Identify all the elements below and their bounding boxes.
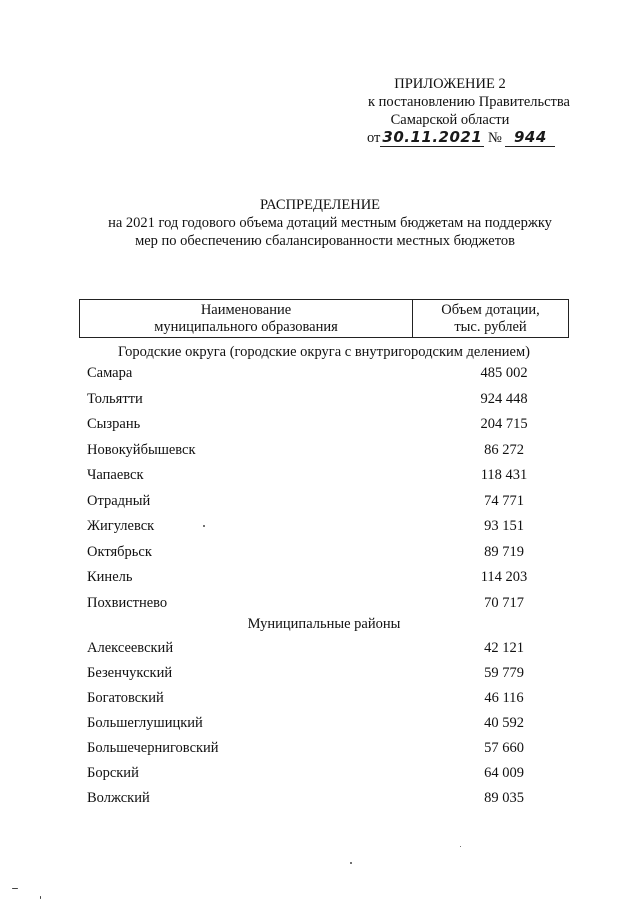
table-row bbox=[87, 389, 557, 409]
municipality-name: Жигулевск bbox=[87, 518, 155, 534]
municipality-name: Алексеевский bbox=[87, 640, 174, 656]
document-subtitle-line1: на 2021 год годового объема дотаций местным бюджетам на поддержку bbox=[108, 215, 552, 231]
subsidy-amount: 204 715 bbox=[480, 416, 528, 432]
municipality-name: Новокуйбышевск bbox=[87, 441, 196, 458]
annex-region-line: Самарской области bbox=[390, 112, 510, 128]
table-row bbox=[87, 440, 557, 460]
column-header-amount-line1: Объем дотации, bbox=[441, 302, 540, 318]
municipality-name: Большечерниговский bbox=[87, 740, 219, 756]
subsidy-amount: 42 121 bbox=[484, 640, 524, 656]
subsidy-amount: 46 116 bbox=[484, 690, 524, 706]
subsidy-amount: 57 660 bbox=[484, 740, 524, 756]
subsidy-amount: 924 448 bbox=[480, 390, 528, 407]
table-row bbox=[87, 738, 557, 758]
date-prefix: от bbox=[367, 130, 381, 146]
handwritten-number: 944 bbox=[505, 129, 555, 147]
section-heading-city-districts: Городские округа (городские округа с внутригородским делением) bbox=[118, 344, 530, 360]
municipality-name: Самара bbox=[87, 365, 133, 381]
municipality-name: Отрадный bbox=[87, 492, 151, 509]
table-row bbox=[87, 567, 557, 587]
document-title: РАСПРЕДЕЛЕНИЕ bbox=[259, 197, 381, 213]
subsidy-amount: 59 779 bbox=[484, 665, 524, 681]
annex-date-number-line bbox=[367, 129, 555, 148]
table-row bbox=[87, 414, 557, 434]
scan-speck bbox=[460, 846, 461, 847]
section-heading-municipal-districts: Муниципальные районы bbox=[247, 616, 401, 632]
scan-speck bbox=[40, 896, 41, 899]
annex-resolution-line: к постановлению Правительства bbox=[368, 94, 570, 110]
table-header bbox=[79, 299, 569, 338]
column-header-name-line1: Наименование bbox=[200, 302, 292, 318]
table-row bbox=[87, 663, 557, 683]
column-header-amount-line2: тыс. рублей bbox=[454, 319, 527, 335]
municipality-name: Волжский bbox=[87, 790, 150, 806]
subsidy-amount: 70 717 bbox=[484, 594, 524, 611]
municipality-name: Сызрань bbox=[87, 416, 141, 432]
table-row bbox=[87, 763, 557, 783]
municipality-name: Октябрьск bbox=[87, 543, 152, 560]
table-row bbox=[87, 465, 557, 485]
subsidy-amount: 114 203 bbox=[480, 569, 528, 585]
municipality-name: Чапаевск bbox=[87, 467, 144, 483]
table-row bbox=[87, 542, 557, 562]
table-row bbox=[87, 363, 557, 383]
table-row bbox=[87, 593, 557, 613]
municipality-name: Большеглушицкий bbox=[87, 715, 203, 731]
subsidy-amount: 485 002 bbox=[480, 365, 528, 381]
scan-speck bbox=[12, 888, 18, 889]
subsidy-amount: 89 035 bbox=[484, 790, 524, 806]
municipality-name: Тольятти bbox=[87, 390, 143, 407]
table-row bbox=[87, 638, 557, 658]
subsidy-amount: 40 592 bbox=[484, 715, 524, 731]
table-row bbox=[87, 713, 557, 733]
handwritten-date: 30.11.2021 bbox=[382, 128, 483, 146]
municipality-name: Борский bbox=[87, 765, 139, 781]
document-subtitle-line2: мер по обеспечению сбалансированности местных бюджетов bbox=[135, 233, 515, 249]
table-row bbox=[87, 516, 557, 536]
annex-title: ПРИЛОЖЕНИЕ 2 bbox=[394, 76, 506, 92]
subsidy-amount: 89 719 bbox=[484, 543, 524, 560]
table-row bbox=[87, 688, 557, 708]
subsidy-amount: 64 009 bbox=[484, 765, 524, 781]
column-header-name bbox=[80, 300, 413, 337]
scan-speck bbox=[350, 862, 352, 864]
subsidy-amount: 118 431 bbox=[480, 467, 528, 483]
municipality-name: Похвистнево bbox=[87, 594, 168, 611]
scan-speck bbox=[203, 525, 205, 527]
table-row bbox=[87, 491, 557, 511]
subsidy-amount: 93 151 bbox=[484, 518, 524, 534]
municipality-name: Богатовский bbox=[87, 690, 164, 706]
table-row bbox=[87, 788, 557, 808]
subsidy-amount: 74 771 bbox=[484, 492, 524, 509]
column-header-name-line2: муниципального образования bbox=[154, 319, 338, 335]
municipality-name: Безенчукский bbox=[87, 665, 173, 681]
number-prefix: № bbox=[487, 130, 502, 146]
municipality-name: Кинель bbox=[87, 569, 133, 585]
column-header-amount bbox=[413, 300, 568, 337]
subsidy-amount: 86 272 bbox=[484, 441, 524, 458]
